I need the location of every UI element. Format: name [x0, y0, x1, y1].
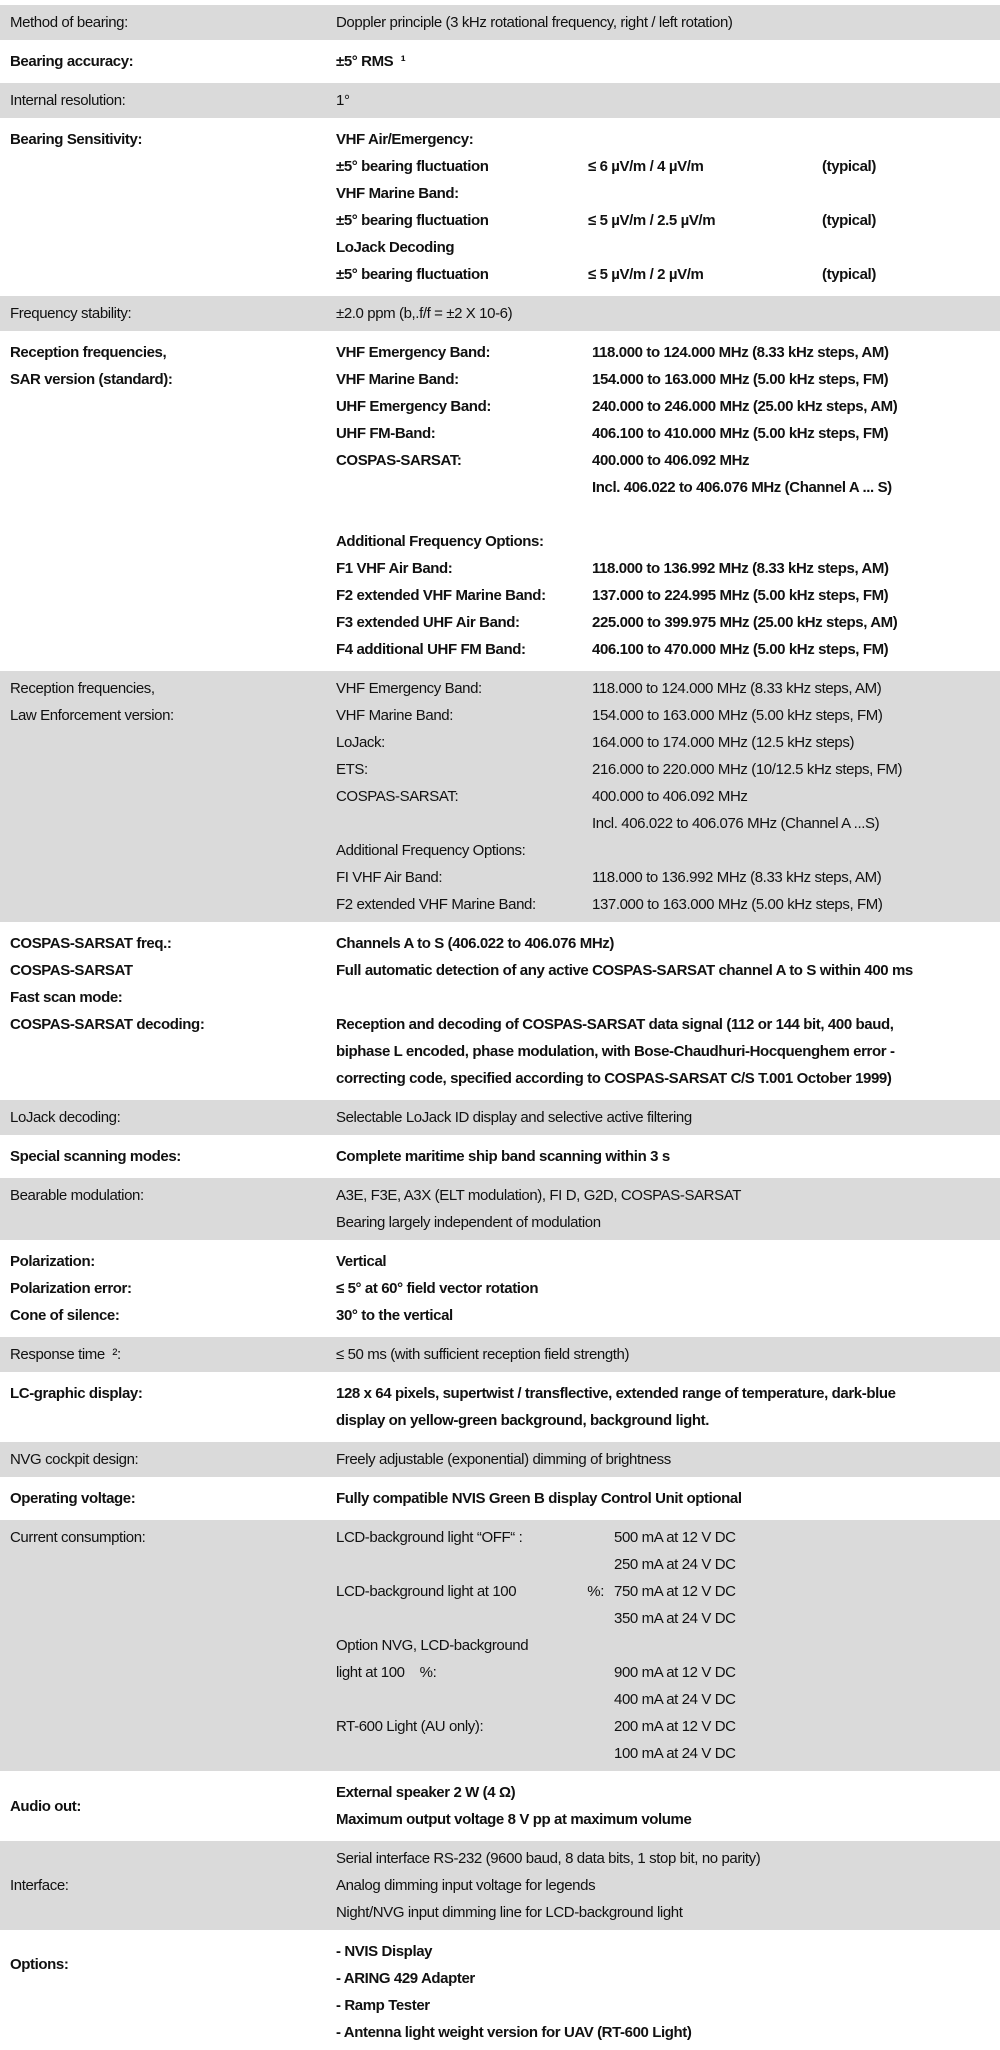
spec-label-line: Reception frequencies, [10, 344, 167, 361]
spec-value-line: - ARING 429 Adapter [336, 1970, 475, 1987]
spec-sub-value: 350 mA at 24 V DC [614, 1610, 736, 1627]
spec-sub-value: 100 mA at 24 V DC [614, 1745, 736, 1762]
spec-row [0, 335, 1000, 667]
spec-sub-row [336, 1659, 1000, 1686]
spec-sub-value [592, 837, 1000, 864]
spec-sub-label [336, 702, 592, 729]
spec-label-line: Bearable modulation: [10, 1187, 144, 1204]
spec-table [0, 5, 1000, 2050]
spec-value-line: Bearing largely independent of modulation [336, 1214, 601, 1231]
spec-row [0, 122, 1000, 292]
spec-value-line: display on yellow-green background, background light. [336, 1412, 710, 1429]
spec-sub-row [336, 1551, 1000, 1578]
spec-row-content [336, 126, 1000, 288]
spec-sub-value [592, 501, 1000, 528]
spec-sub-row [336, 783, 1000, 810]
spec-sub-row [336, 447, 1000, 474]
spec-sub-label [336, 474, 592, 501]
spec-sub-row [336, 810, 1000, 837]
spec-label-line: Fast scan mode: [10, 989, 123, 1006]
spec-label-line: Bearing Sensitivity: [10, 131, 143, 148]
spec-sub-label [336, 582, 592, 609]
spec-value-line: biphase L encoded, phase modulation, with Bose-Chaudhuri-Hocquenghem error - [336, 1043, 895, 1060]
spec-sub-row [336, 474, 1000, 501]
spec-label-line: Internal resolution: [10, 92, 126, 109]
spec-row [0, 5, 1000, 40]
spec-sub-value: 118.000 to 136.992 MHz (8.33 kHz steps, AM) [592, 560, 889, 577]
spec-value-line: Doppler principle (3 kHz rotational frequency, right / left rotation) [336, 14, 733, 31]
spec-row-label [10, 1845, 336, 1926]
spec-row [0, 926, 1000, 1096]
spec-row-content [336, 1938, 1000, 2046]
spec-sub-label [336, 1551, 614, 1578]
spec-sub-row [336, 420, 1000, 447]
spec-sub-label-text: VHF Emergency Band: [336, 344, 491, 361]
spec-sub-value: 406.100 to 410.000 MHz (5.00 kHz steps, FM) [592, 425, 889, 442]
spec-sub-label-suffix: %: [587, 1583, 604, 1600]
spec-label-line: Method of bearing: [10, 14, 128, 31]
spec-sub-label [336, 1605, 614, 1632]
spec-row-content [336, 300, 1000, 327]
spec-sub-value [614, 1632, 1000, 1659]
spec-sub-value: 118.000 to 124.000 MHz (8.33 kHz steps, AM) [592, 680, 882, 697]
spec-sub-label [336, 729, 592, 756]
spec-sub-row [336, 501, 1000, 528]
spec-sub-label-text: F2 extended VHF Marine Band: [336, 587, 546, 604]
spec-sub-label-text: ETS: [336, 761, 368, 778]
spec-label-line: Options: [10, 1956, 69, 1973]
spec-row [0, 83, 1000, 118]
spec-label-line: COSPAS-SARSAT freq.: [10, 935, 172, 952]
spec-sub-label-text: COSPAS-SARSAT: [336, 452, 462, 469]
spec-sub-label [336, 1659, 614, 1686]
spec-sub-row [336, 636, 1000, 663]
spec-row-label [10, 339, 336, 663]
spec-value-line: ≤ 50 ms (with sufficient reception field strength) [336, 1346, 630, 1363]
spec-row-content [336, 1182, 1000, 1236]
spec-label-line: Response time ²: [10, 1346, 121, 1363]
spec-sub-value [588, 180, 822, 207]
spec-sub-label [336, 339, 592, 366]
spec-row-label [10, 930, 336, 1092]
spec-row [0, 1481, 1000, 1516]
spec-label-line: Polarization error: [10, 1280, 132, 1297]
spec-sub-row [336, 1713, 1000, 1740]
spec-label-line: COSPAS-SARSAT [10, 962, 133, 979]
spec-row-label [10, 1380, 336, 1434]
spec-label-line: Interface: [10, 1877, 69, 1894]
spec-sub-label-text: UHF FM-Band: [336, 425, 436, 442]
spec-row-label [10, 1182, 336, 1236]
spec-sub-label [336, 420, 592, 447]
spec-sub-label-text: UHF Emergency Band: [336, 398, 491, 415]
spec-value-line: Night/NVG input dimming line for LCD-background light [336, 1904, 683, 1921]
spec-sub-label [336, 675, 592, 702]
spec-row-label [10, 1938, 336, 2046]
spec-sub-note [822, 180, 1000, 207]
spec-row-label [10, 1143, 336, 1170]
spec-sub-row [336, 891, 1000, 918]
spec-sub-label-text: F4 additional UHF FM Band: [336, 641, 526, 658]
spec-row-label [10, 1524, 336, 1767]
spec-value-line: Vertical [336, 1253, 387, 1270]
spec-label-line: SAR version (standard): [10, 371, 173, 388]
spec-sub-label-text: VHF Marine Band: [336, 371, 459, 388]
spec-sub-note [822, 126, 1000, 153]
spec-sub-row [336, 582, 1000, 609]
spec-sub-row [336, 1524, 1000, 1551]
spec-value-line: 30° to the vertical [336, 1307, 453, 1324]
spec-sub-label: ±5° bearing fluctuation [336, 212, 489, 229]
spec-sub-value: 118.000 to 136.992 MHz (8.33 kHz steps, AM) [592, 869, 882, 886]
spec-sub-row [336, 339, 1000, 366]
spec-sub-label-text: light at 100 %: [336, 1664, 437, 1681]
spec-row-content [336, 1845, 1000, 1926]
spec-sub-value: 200 mA at 12 V DC [614, 1718, 736, 1735]
spec-sub-note [822, 234, 1000, 261]
spec-sub-value: 240.000 to 246.000 MHz (25.00 kHz steps, AM) [592, 398, 898, 415]
spec-sub-label-text: LCD-background light “OFF“ : [336, 1529, 523, 1546]
spec-row-content [336, 1485, 1000, 1512]
spec-value-line [336, 984, 1000, 1011]
spec-value-line: Serial interface RS-232 (9600 baud, 8 data bits, 1 stop bit, no parity) [336, 1850, 761, 1867]
spec-sub-row [336, 207, 1000, 234]
spec-sub-value: 250 mA at 24 V DC [614, 1556, 736, 1573]
spec-sub-value: 154.000 to 163.000 MHz (5.00 kHz steps, FM) [592, 707, 883, 724]
spec-row-content [336, 930, 1000, 1092]
spec-sub-label: ±5° bearing fluctuation [336, 266, 489, 283]
spec-sub-label-text: Option NVG, LCD-background [336, 1637, 529, 1654]
spec-sub-label-text: FI VHF Air Band: [336, 869, 443, 886]
spec-row [0, 1775, 1000, 1837]
spec-sub-label [336, 1686, 614, 1713]
spec-row-content [336, 1779, 1000, 1833]
spec-sub-value: 400.000 to 406.092 MHz [592, 452, 750, 469]
spec-sub-label [336, 1524, 614, 1551]
spec-sub-value [588, 126, 822, 153]
spec-sub-label [336, 783, 592, 810]
spec-value-line: - Antenna light weight version for UAV (RT-600 Light) [336, 2024, 692, 2041]
spec-sub-label [336, 756, 592, 783]
spec-row-label [10, 300, 336, 327]
spec-sub-value: 400.000 to 406.092 MHz [592, 788, 748, 805]
spec-value-line: correcting code, specified according to COSPAS-SARSAT C/S T.001 October 1999) [336, 1070, 892, 1087]
spec-sub-value: ≤ 5 µV/m / 2 µV/m [588, 266, 704, 283]
spec-value-line: 1° [336, 92, 350, 109]
spec-sub-row [336, 1605, 1000, 1632]
spec-sub-value: 750 mA at 12 V DC [614, 1583, 736, 1600]
spec-sub-row [336, 555, 1000, 582]
spec-row [0, 1442, 1000, 1477]
spec-sub-row [336, 180, 1000, 207]
spec-sub-label-text: F3 extended UHF Air Band: [336, 614, 520, 631]
spec-row-label [10, 1341, 336, 1368]
spec-sub-value: ≤ 6 µV/m / 4 µV/m [588, 158, 704, 175]
spec-row-content [336, 9, 1000, 36]
spec-row [0, 1376, 1000, 1438]
spec-row-label [10, 675, 336, 918]
spec-sub-label [336, 1578, 614, 1605]
spec-sub-label: VHF Air/Emergency: [336, 131, 474, 148]
spec-sub-value: 500 mA at 12 V DC [614, 1529, 736, 1546]
spec-sub-value: 118.000 to 124.000 MHz (8.33 kHz steps, AM) [592, 344, 889, 361]
spec-row [0, 1100, 1000, 1135]
spec-sub-row [336, 153, 1000, 180]
spec-sub-value [592, 528, 1000, 555]
spec-label-line: Reception frequencies, [10, 680, 155, 697]
spec-row [0, 296, 1000, 331]
spec-value-line: Maximum output voltage 8 V pp at maximum volume [336, 1811, 692, 1828]
spec-sub-row [336, 261, 1000, 288]
spec-sub-label [336, 366, 592, 393]
spec-row [0, 1244, 1000, 1333]
spec-sub-note: (typical) [822, 212, 876, 229]
spec-sub-label-text: F1 VHF Air Band: [336, 560, 453, 577]
spec-sub-value: 154.000 to 163.000 MHz (5.00 kHz steps, FM) [592, 371, 889, 388]
spec-row-label [10, 1779, 336, 1833]
spec-label-line: Bearing accuracy: [10, 53, 134, 70]
spec-sub-value: 900 mA at 12 V DC [614, 1664, 736, 1681]
spec-sub-value: 406.100 to 470.000 MHz (5.00 kHz steps, FM) [592, 641, 889, 658]
spec-value-line: Channels A to S (406.022 to 406.076 MHz) [336, 935, 614, 952]
spec-row-label [10, 9, 336, 36]
spec-value-line: Complete maritime ship band scanning within 3 s [336, 1148, 670, 1165]
spec-value-line: - NVIS Display [336, 1943, 433, 1960]
spec-label-line: Frequency stability: [10, 305, 132, 322]
spec-sub-label [336, 609, 592, 636]
spec-row-content [336, 675, 1000, 918]
spec-sub-value: 400 mA at 24 V DC [614, 1691, 736, 1708]
spec-label-line: Cone of silence: [10, 1307, 120, 1324]
spec-row-label [10, 1248, 336, 1329]
spec-sub-label [336, 636, 592, 663]
spec-row-label [10, 1104, 336, 1131]
spec-value-line: External speaker 2 W (4 Ω) [336, 1784, 516, 1801]
spec-sub-row [336, 393, 1000, 420]
spec-value-line: Analog dimming input voltage for legends [336, 1877, 596, 1894]
spec-row [0, 671, 1000, 922]
spec-sub-row [336, 234, 1000, 261]
spec-value-line: ≤ 5° at 60° field vector rotation [336, 1280, 539, 1297]
spec-sub-row [336, 366, 1000, 393]
spec-label-line: LoJack decoding: [10, 1109, 121, 1126]
spec-row-label [10, 126, 336, 288]
spec-sub-label-text: Additional Frequency Options: [336, 533, 544, 550]
spec-sub-row [336, 864, 1000, 891]
spec-sub-label [336, 393, 592, 420]
spec-row [0, 1178, 1000, 1240]
spec-sub-label: VHF Marine Band: [336, 185, 459, 202]
spec-sub-label [336, 1632, 614, 1659]
spec-sub-label-text: VHF Marine Band: [336, 707, 453, 724]
spec-row-label [10, 87, 336, 114]
spec-sub-row [336, 528, 1000, 555]
spec-sub-note: (typical) [822, 266, 876, 283]
spec-sub-value [588, 234, 822, 261]
spec-row [0, 1841, 1000, 1930]
spec-sub-label-text: LCD-background light at 100 [336, 1583, 517, 1600]
spec-label-line: Operating voltage: [10, 1490, 136, 1507]
spec-sub-value: ≤ 5 µV/m / 2.5 µV/m [588, 212, 716, 229]
spec-sub-row [336, 609, 1000, 636]
spec-sub-label: ±5° bearing fluctuation [336, 158, 489, 175]
spec-row-label [10, 48, 336, 75]
spec-value-line: Freely adjustable (exponential) dimming of brightness [336, 1451, 671, 1468]
spec-sub-row [336, 729, 1000, 756]
spec-sub-label-text: F2 extended VHF Marine Band: [336, 896, 536, 913]
spec-sub-label [336, 810, 592, 837]
spec-value-line: Full automatic detection of any active COSPAS-SARSAT channel A to S within 400 ms [336, 962, 913, 979]
spec-value-line: Selectable LoJack ID display and selective active filtering [336, 1109, 692, 1126]
spec-sub-label [336, 555, 592, 582]
spec-label-line: Law Enforcement version: [10, 707, 174, 724]
spec-value-line: ±2.0 ppm (b,.f/f = ±2 X 10-6) [336, 305, 513, 322]
spec-sub-row [336, 837, 1000, 864]
spec-sub-value: Incl. 406.022 to 406.076 MHz (Channel A ...S) [592, 815, 880, 832]
spec-sub-label [336, 891, 592, 918]
spec-sub-row [336, 702, 1000, 729]
spec-value-line: Reception and decoding of COSPAS-SARSAT data signal (112 or 144 bit, 400 baud, [336, 1016, 894, 1033]
spec-label-line: COSPAS-SARSAT decoding: [10, 1016, 205, 1033]
spec-row-content [336, 1143, 1000, 1170]
spec-sub-label [336, 837, 592, 864]
spec-sub-label-text: VHF Emergency Band: [336, 680, 482, 697]
spec-sub-label-text: COSPAS-SARSAT: [336, 788, 459, 805]
spec-sub-value: Incl. 406.022 to 406.076 MHz (Channel A ... S) [592, 479, 892, 496]
spec-value-line: 128 x 64 pixels, supertwist / transflective, extended range of temperature, dark-blue [336, 1385, 896, 1402]
spec-sub-row [336, 1740, 1000, 1767]
spec-label-line: Polarization: [10, 1253, 95, 1270]
spec-sub-label [336, 864, 592, 891]
spec-row [0, 1520, 1000, 1771]
spec-sub-value: 164.000 to 174.000 MHz (12.5 kHz steps) [592, 734, 855, 751]
spec-sub-label-text: Additional Frequency Options: [336, 842, 526, 859]
spec-row-content [336, 1248, 1000, 1329]
spec-row-label [10, 1485, 336, 1512]
spec-value-line: - Ramp Tester [336, 1997, 430, 2014]
spec-label-line: Current consumption: [10, 1529, 146, 1546]
spec-sub-row [336, 1686, 1000, 1713]
spec-sub-label [336, 528, 592, 555]
spec-sub-row [336, 126, 1000, 153]
spec-row-content [336, 1341, 1000, 1368]
spec-row-content [336, 1104, 1000, 1131]
spec-sub-label-text: RT-600 Light (AU only): [336, 1718, 484, 1735]
spec-sub-row [336, 1578, 1000, 1605]
spec-row-content [336, 1380, 1000, 1434]
spec-sub-value: 137.000 to 224.995 MHz (5.00 kHz steps, FM) [592, 587, 889, 604]
spec-sub-row [336, 756, 1000, 783]
spec-label-line: NVG cockpit design: [10, 1451, 139, 1468]
spec-row [0, 1337, 1000, 1372]
spec-sub-value: 225.000 to 399.975 MHz (25.00 kHz steps, AM) [592, 614, 898, 631]
spec-sub-row [336, 675, 1000, 702]
spec-sub-label-text: LoJack: [336, 734, 385, 751]
spec-label-line: Audio out: [10, 1797, 81, 1815]
spec-value-line: Fully compatible NVIS Green B display Control Unit optional [336, 1490, 742, 1507]
spec-label-line: Special scanning modes: [10, 1148, 181, 1165]
spec-row-content [336, 48, 1000, 75]
spec-value-line: A3E, F3E, A3X (ELT modulation), FI D, G2D, COSPAS-SARSAT [336, 1187, 741, 1204]
spec-sub-label [336, 447, 592, 474]
spec-sub-value: 216.000 to 220.000 MHz (10/12.5 kHz steps, FM) [592, 761, 903, 778]
spec-sub-row [336, 1632, 1000, 1659]
spec-sub-label [336, 1713, 614, 1740]
spec-row-label [10, 1446, 336, 1473]
spec-row-content [336, 1524, 1000, 1767]
spec-sub-note: (typical) [822, 158, 876, 175]
spec-row-content [336, 1446, 1000, 1473]
spec-row [0, 1139, 1000, 1174]
spec-sub-label [336, 1740, 614, 1767]
spec-sub-label [336, 501, 592, 528]
spec-row-content [336, 87, 1000, 114]
spec-row-content [336, 339, 1000, 663]
spec-row [0, 44, 1000, 79]
spec-row [0, 1934, 1000, 2050]
spec-sub-value: 137.000 to 163.000 MHz (5.00 kHz steps, FM) [592, 896, 883, 913]
spec-sub-label: LoJack Decoding [336, 239, 455, 256]
spec-value-line: ±5° RMS ¹ [336, 53, 406, 70]
spec-label-line: LC-graphic display: [10, 1385, 143, 1402]
